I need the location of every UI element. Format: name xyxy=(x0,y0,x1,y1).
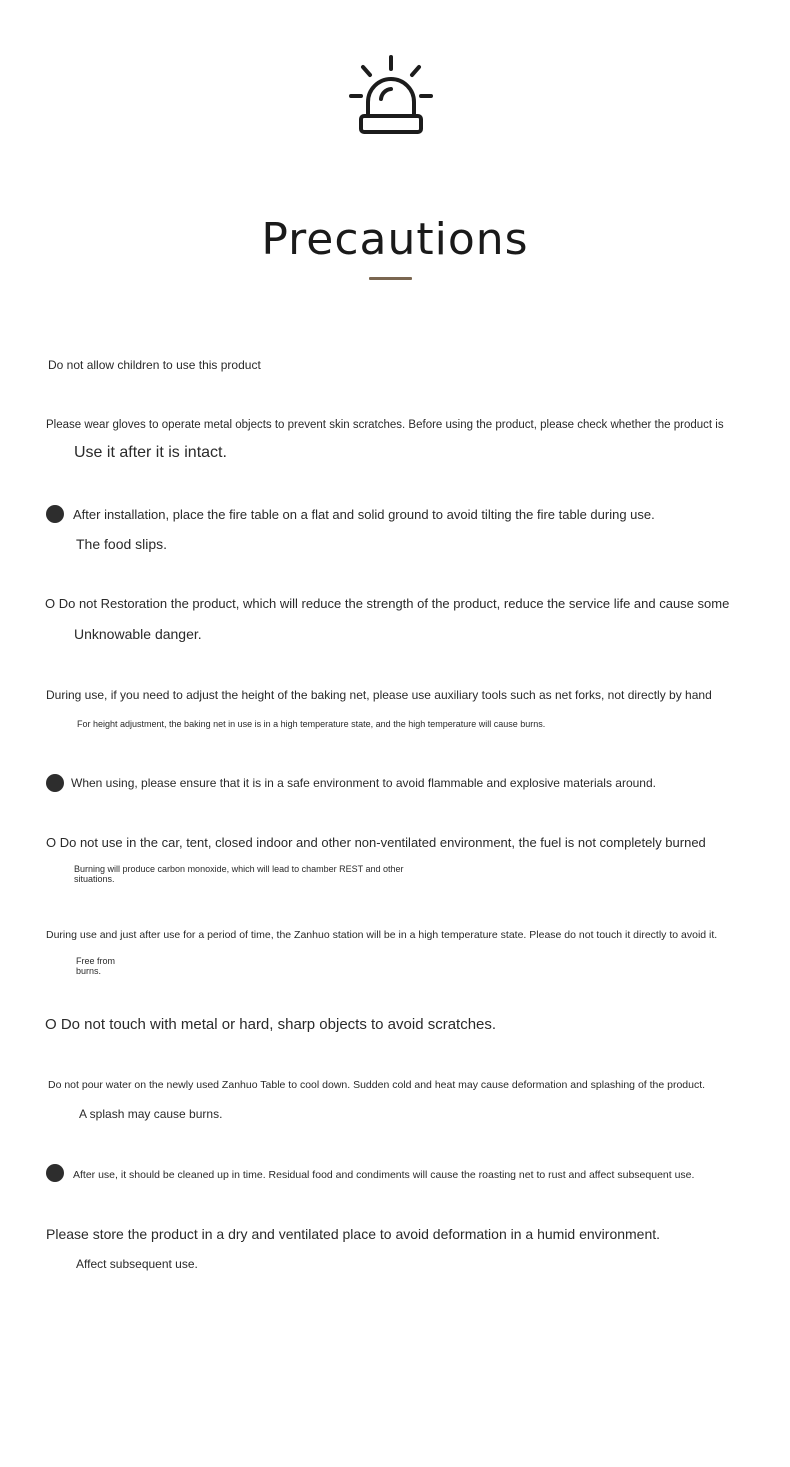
bullet-dot xyxy=(46,774,64,792)
title-divider xyxy=(369,277,412,280)
bullet-dot xyxy=(46,505,64,523)
precaution-item-2-continued: Use it after it is intact. xyxy=(74,444,227,461)
precaution-item-12-continued: Affect subsequent use. xyxy=(76,1257,198,1271)
alarm-siren-icon xyxy=(348,54,434,136)
precaution-item-3: After installation, place the fire table on a flat and solid ground to avoid tilting the fire table during use. xyxy=(73,507,655,522)
precaution-item-8: During use and just after use for a period of time, the Zanhuo station will be in a high temperature state. Please do not touch it directly to avoid it. xyxy=(46,929,718,941)
precaution-item-12: Please store the product in a dry and ventilated place to avoid deformation in a humid environment. xyxy=(46,1226,661,1242)
precaution-item-6: When using, please ensure that it is in a safe environment to avoid flammable and explosive materials around. xyxy=(71,776,656,790)
precaution-item-2: Please wear gloves to operate metal objects to prevent skin scratches. Before using the product, please check whether the product is xyxy=(46,419,724,431)
precaution-item-10: Do not pour water on the newly used Zanhuo Table to cool down. Sudden cold and heat may cause deformation and splashing of the product. xyxy=(48,1079,706,1091)
precaution-item-8-continued-2: burns. xyxy=(76,966,102,976)
precaution-item-7: O Do not use in the car, tent, closed indoor and other non-ventilated environment, the fuel is not completely burned xyxy=(46,835,706,850)
precaution-item-5-continued: For height adjustment, the baking net in use is in a high temperature state, and the high temperature will cause burns. xyxy=(77,719,546,729)
precaution-item-10-continued: A splash may cause burns. xyxy=(79,1107,223,1121)
precaution-item-9: O Do not touch with metal or hard, sharp objects to avoid scratches. xyxy=(45,1016,497,1033)
precaution-item-8-continued: Free from xyxy=(76,956,116,966)
bullet-dot xyxy=(46,1164,64,1182)
precaution-item-4-continued: Unknowable danger. xyxy=(74,626,202,642)
precaution-item-11: After use, it should be cleaned up in time. Residual food and condiments will cause the roasting net to rust and affect subsequent use. xyxy=(73,1169,695,1181)
precaution-item-4: O Do not Restoration the product, which will reduce the strength of the product, reduce the service life and cause some xyxy=(45,596,730,611)
precaution-item-3-continued: The food slips. xyxy=(76,536,168,552)
precaution-item-7-continued-2: situations. xyxy=(74,874,115,884)
precaution-item-1: Do not allow children to use this product xyxy=(48,358,261,372)
page-title: Precautions xyxy=(261,214,529,266)
precaution-item-5: During use, if you need to adjust the height of the baking net, please use auxiliary tools such as net forks, not directly by hand xyxy=(46,688,712,702)
precaution-item-7-continued: Burning will produce carbon monoxide, which will lead to chamber REST and other xyxy=(74,864,404,874)
